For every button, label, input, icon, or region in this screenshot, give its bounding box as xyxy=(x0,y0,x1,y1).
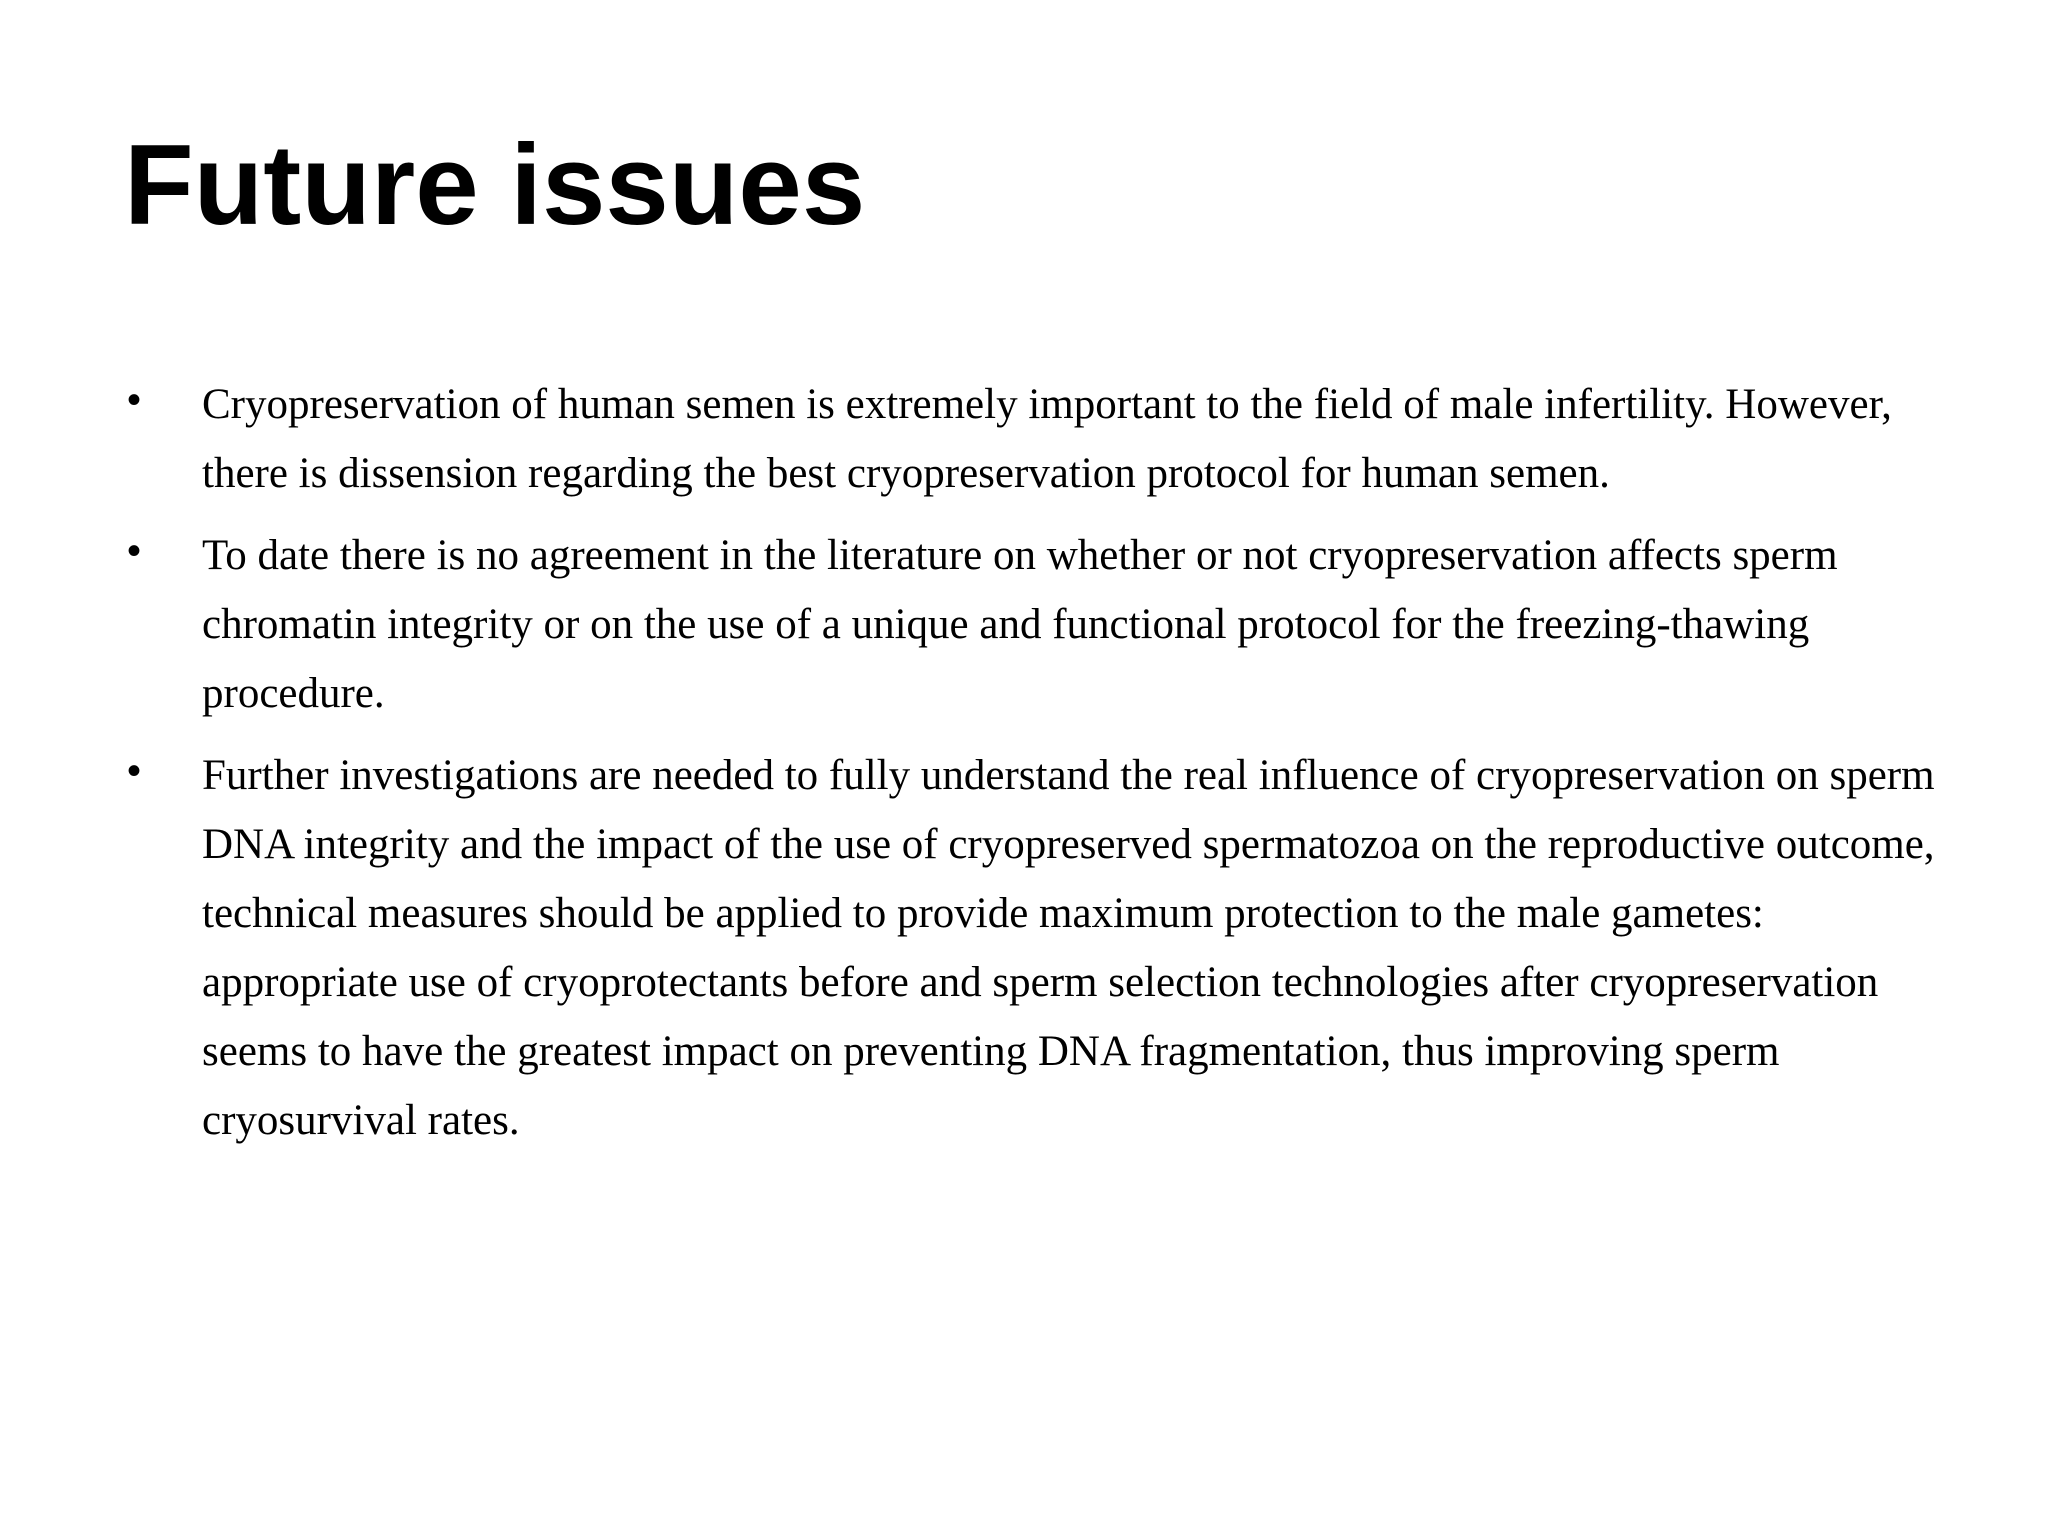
bullet-list xyxy=(124,370,1954,1168)
slide-title: Future issues xyxy=(124,122,866,249)
bullet-text: To date there is no agreement in the literature on whether or not cryopreservation affects sperm chromatin integrity or on the use of a unique and functional protocol for the freezing-thawing procedure. xyxy=(202,532,1838,717)
bullet-item xyxy=(124,521,1954,728)
bullet-text: Further investigations are needed to fully understand the real influence of cryopreservation on sperm DNA integrity and the impact of the use of cryopreserved spermatozoa on the reproductive outcome, technical measures should be applied to provide maximum protection to the male gametes: appropriate use of cryoprotectants before and sperm selection technologies after cryopreservation seems to have the greatest impact on preventing DNA fragmentation, thus improving sperm cryosurvival rates. xyxy=(202,752,1935,1144)
bullet-point-icon: • xyxy=(127,529,142,573)
bullet-item xyxy=(124,370,1954,508)
bullet-item xyxy=(124,741,1954,1155)
bullet-point-icon: • xyxy=(127,749,142,793)
bullet-text: Cryopreservation of human semen is extremely important to the field of male infertility. However, there is dissension regarding the best cryopreservation protocol for human semen. xyxy=(202,381,1892,497)
bullet-point-icon: • xyxy=(127,378,142,422)
